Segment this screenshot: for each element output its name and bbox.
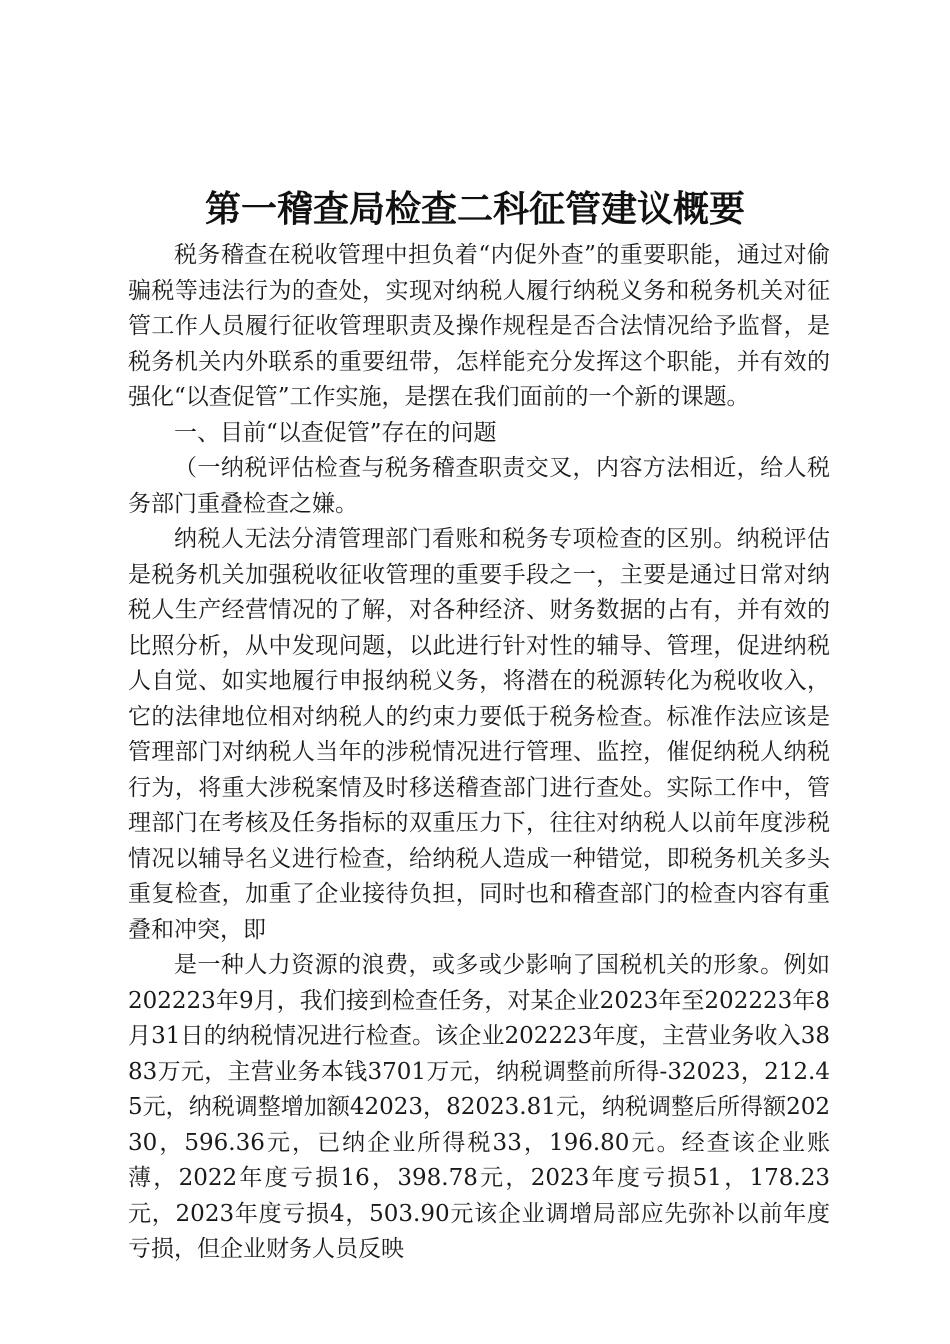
document-title: 第一稽查局检查二科征管建议概要	[204, 188, 745, 230]
paragraph-example: 是一种人力资源的浪费，或多或少影响了国税机关的形象。例如202223年9月，我们接到检查任务，对某企业2023年至202223年8月31日的纳税情况进行检查。该企业202223年度，主营业务收入3883万元，主营业务本钱3701万元，纳税调整前所得-32023，212.45元，纳税调整增加额42023，82023.81元，纳税调整后所得额20230，596.36元，已纳企业所得税33，196.80元。经查该企业账薄，2022年度亏损16，398.78元，2023年度亏损51，178.23元，2023年度亏损4，503.90元该企业调增局部应先弥补以前年度亏损，但企业财务人员反映	[128, 952, 830, 1262]
section-heading: 一、目前“以查促管”存在的问题	[174, 419, 497, 446]
document-body	[128, 238, 830, 1268]
paragraph-subheading: （一纳税评估检查与税务稽查职责交叉，内容方法相近，给人税务部门重叠检查之嫌。	[128, 455, 830, 517]
paragraph-body: 纳税人无法分清管理部门看账和税务专项检查的区别。纳税评估是税务机关加强税收征收管理的重要手段之一，主要是通过日常对纳税人生产经营情况的了解，对各种经济、财务数据的占有，并有效的比照分析，从中发现问题，以此进行针对性的辅导、管理，促进纳税人自觉、如实地履行申报纳税义务，将潜在的税源转化为税收收入，它的法律地位相对纳税人的约束力要低于税务检查。标准作法应该是管理部门对纳税人当年的涉税情况进行管理、监控，催促纳税人纳税行为，将重大涉税案情及时移送稽查部门进行查处。实际工作中，管理部门在考核及任务指标的双重压力下，往往对纳税人以前年度涉税情况以辅导名义进行检查，给纳税人造成一种错觉，即税务机关多头重复检查，加重了企业接待负担，同时也和稽查部门的检查内容有重叠和冲突，即	[128, 526, 830, 943]
paragraph-intro: 税务稽查在税收管理中担负着“内促外查”的重要职能，通过对偷骗税等违法行为的查处，实现对纳税人履行纳税义务和税务机关对征管工作人员履行征收管理职责及操作规程是否合法情况给予监督，是税务机关内外联系的重要纽带，怎样能充分发挥这个职能，并有效的强化“以查促管”工作实施，是摆在我们面前的一个新的课题。	[128, 242, 830, 410]
